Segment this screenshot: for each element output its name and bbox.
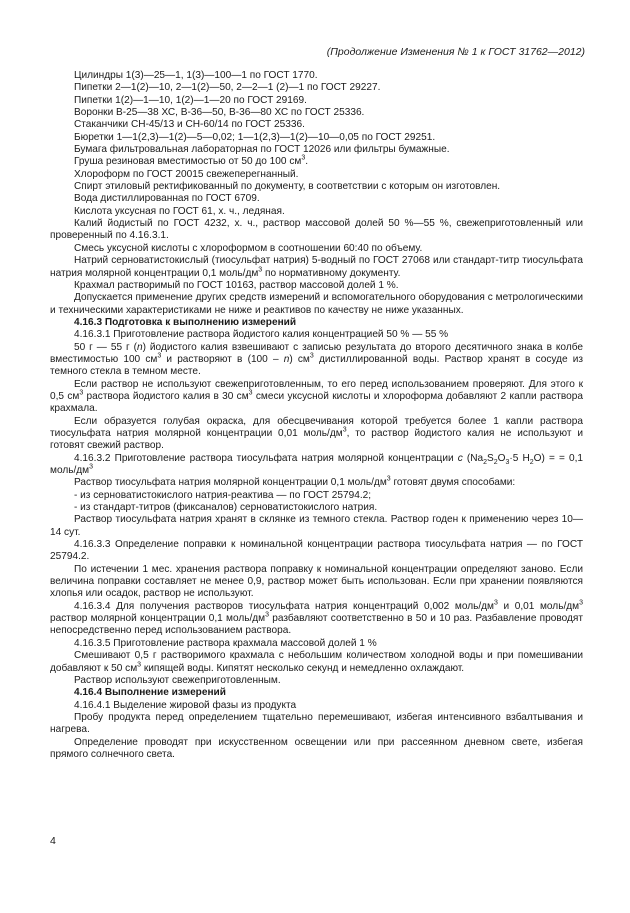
paragraph: Натрий серноватистокислый (тиосульфат натрия) 5-водный по ГОСТ 27068 или стандарт-титр тиосульфата натрия молярной концентрации 0,1 моль/$дм^3$ по нормативному документу.: [50, 255, 583, 279]
italic-symbol: n: [283, 353, 290, 365]
paragraph: Раствор тиосульфата натрия хранят в склянке из темного стекла. Раствор годен к применению через 10—14 сут.: [50, 514, 583, 538]
paragraph: 4.16.3.4 Для получения растворов тиосульфата натрия концентраций 0,002 моль/$дм^3$ и 0,01 моль/$дм^3$ раствор молярной концентрации 0,1 моль/$дм^3$ разбавляют соответственно в 50 и 10 раз. Разбавление проводят непосредственно перед использованием раствора.: [50, 599, 583, 637]
subscript: 2: [493, 458, 498, 466]
paragraph: 50 г — 55 г (n) йодистого калия взвешивают с записью результата до второго десятичного знака в колбе вместимостью 100 $см^3$ и растворяют в (100 – n) $см^3$ дистиллированной воды. Раствор хранят в сосуде из темного стекла в темном месте.: [50, 341, 584, 378]
superscript: 3: [89, 463, 94, 471]
superscript: 3: [137, 661, 142, 669]
paragraph: Крахмал растворимый по ГОСТ 10163, раствор массовой долей 1 %.: [74, 279, 399, 291]
paragraph: 4.16.3.2 Приготовление раствора тиосульфата натрия молярной концентрации c ($Na_2S_2O_3\cdot 5$ $H_2O$) = = 0,1 моль/$дм^3$: [50, 452, 583, 476]
paragraph: По истечении 1 мес. хранения раствора поправку к номинальной концентрации определяют заново. Если величина поправки составляет не менее 0,9, раствор может быть использован. Если при хранении появляются хлопья или осадок, раствор не используют.: [50, 563, 583, 600]
paragraph: Смешивают 0,5 г растворимого крахмала с небольшим количеством холодной воды и при помешивании добавляют к 50 $см^3$ кипящей воды. Кипятят несколько секунд и немедленно охлаждают.: [50, 650, 583, 674]
paragraph: Кислота уксусная по ГОСТ 61, х. ч., ледяная.: [74, 205, 285, 217]
paragraph: Если раствор не используют свежеприготовленным, то его перед использованием проверяют. Для этого к 0,5 $см^3$ раствора йодистого калия в 30 $см^3$ смеси уксусной кислоты и хлороформа добавляют 2 капли раствора крахмала.: [50, 378, 583, 415]
subscript: 2: [529, 458, 534, 466]
superscript: 3: [579, 599, 583, 607]
paragraph: - из серноватистокислого натрия-реактива — по ГОСТ 25794.2;: [74, 489, 372, 501]
superscript: 3: [309, 352, 314, 360]
paragraph: Груша резиновая вместимостью от 50 до 100 $см^3$.: [74, 155, 309, 168]
paragraph: Калий йодистый по ГОСТ 4232, х. ч., раствор массовой долей 50 %—55 %, свежеприготовленный или проверенный по 4.16.3.1.: [50, 218, 583, 242]
paragraph: Бумага фильтровальная лабораторная по ГОСТ 12026 или фильтры бумажные.: [74, 144, 450, 156]
paragraph: Пробу продукта перед определением тщательно перемешивают, избегая интенсивного взбалтывания и нагрева.: [50, 711, 583, 736]
subscript: 3: [505, 458, 510, 466]
italic-symbol: n: [136, 341, 143, 353]
paragraph: Раствор тиосульфата натрия молярной концентрации 0,1 моль/$дм^3$ готовят двумя способами:: [74, 475, 516, 489]
superscript: 3: [79, 389, 84, 397]
section-heading: 4.16.3 Подготовка к выполнению измерений: [74, 316, 297, 328]
running-header: (Продолжение Изменения № 1 к ГОСТ 31762—2012): [326, 46, 585, 58]
superscript: 3: [248, 389, 253, 397]
paragraph: Хлороформ по ГОСТ 20015 свежеперегнанный.: [74, 168, 299, 180]
paragraph: Пипетки 1(2)—1—10, 1(2)—1—20 по ГОСТ 29169.: [74, 94, 307, 106]
superscript: 3: [494, 599, 498, 607]
paragraph: - из стандарт-титров (фиксаналов) серноватистокислого натрия.: [74, 502, 378, 514]
paragraph: Раствор используют свежеприготовленным.: [74, 674, 281, 686]
document-body: [50, 70, 583, 761]
section-heading: 4.16.4 Выполнение измерений: [74, 687, 226, 699]
italic-symbol: c: [457, 452, 463, 464]
superscript: 3: [386, 475, 391, 483]
paragraph: 4.16.4.1 Выделение жировой фазы из продукта: [74, 699, 297, 711]
superscript: 3: [157, 352, 162, 360]
page-number: 4: [50, 835, 56, 847]
paragraph: Цилиндры 1(3)—25—1, 1(3)—100—1 по ГОСТ 1770.: [74, 70, 318, 81]
paragraph: 4.16.3.1 Приготовление раствора йодистого калия концентрацией 50 % — 55 %: [74, 329, 449, 341]
paragraph: Допускается применение других средств измерений и вспомогательного оборудования с метрологическими и техническими характеристиками не ниже и реактивов по качеству не ниже указанных.: [50, 292, 583, 316]
paragraph: Спирт этиловый ректификованный по документу, в соответствии с которым он изготовлен.: [74, 181, 501, 193]
subscript: 2: [483, 458, 487, 466]
paragraph: Пипетки 2—1(2)—10, 2—1(2)—50, 2—2—1 (2)—1 по ГОСТ 29227.: [74, 82, 381, 94]
paragraph: Воронки В-25—38 ХС, В-36—50, В-36—80 ХС по ГОСТ 25336.: [74, 107, 365, 119]
paragraph: Вода дистиллированная по ГОСТ 6709.: [74, 193, 260, 205]
superscript: 3: [265, 611, 270, 619]
superscript: 3: [301, 155, 306, 163]
superscript: 3: [342, 426, 347, 434]
paragraph: Бюретки 1—1(2,3)—1(2)—5—0,02; 1—1(2,3)—1(2)—10—0,05 по ГОСТ 29251.: [74, 131, 436, 143]
paragraph: Если образуется голубая окраска, для обесцвечивания которой требуется более 1 капли раствора тиосульфата натрия молярной концентрации 0,01 моль/$дм^3$, то раствор йодистого калия не используют и готовят свежий раствор.: [50, 415, 583, 452]
paragraph: Определение проводят при искусственном освещении или при рассеянном дневном свете, избегая прямого солнечного света.: [50, 736, 583, 760]
paragraph: 4.16.3.3 Определение поправки к номинальной концентрации раствора тиосульфата натрия — по ГОСТ 25794.2.: [50, 539, 583, 563]
paragraph: Стаканчики СН-45/13 и СН-60/14 по ГОСТ 25336.: [74, 119, 305, 131]
paragraph: 4.16.3.5 Приготовление раствора крахмала массовой долей 1 %: [74, 637, 377, 649]
paragraph: Смесь уксусной кислоты с хлороформом в соотношении 60:40 по объему.: [74, 242, 423, 254]
superscript: 3: [258, 266, 263, 274]
